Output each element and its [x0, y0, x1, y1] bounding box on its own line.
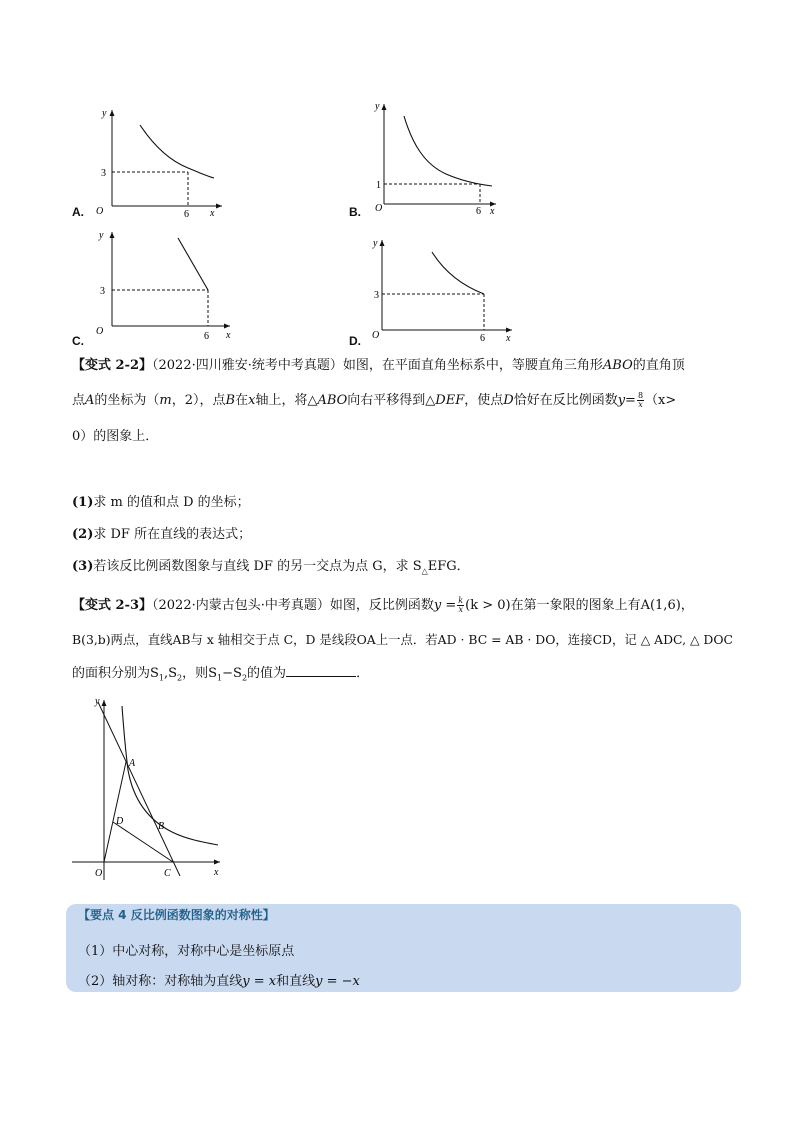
q22-tag: 【变式 2-2】 — [72, 358, 153, 373]
line-ab — [98, 702, 180, 876]
q23-line2: B(3,b)两点，直线AB与 x 轴相交于点 C，D 是线段OA上一点．若AD · BC = AB · DO，连接CD，记 △ ADC, △ DOC — [72, 632, 734, 647]
option-b-label[interactable]: B. — [349, 205, 361, 219]
q22-sub1: (1)求 m 的值和点 D 的坐标； — [72, 495, 250, 510]
x-label: x — [490, 206, 495, 217]
q22-line3: 0）的图象上． — [72, 429, 159, 444]
origin-label: O — [96, 206, 104, 217]
hyperbola — [122, 706, 218, 845]
graph-option-a — [90, 98, 230, 224]
y-tick: 1 — [376, 180, 381, 191]
q23-tag: 【变式 2-3】 — [72, 598, 153, 613]
x-tick: 6 — [184, 209, 189, 220]
fraction-k-over-x: $\frac{k}{x}$ — [458, 596, 464, 614]
y-tick: 3 — [101, 168, 106, 179]
segment — [178, 238, 208, 290]
graph-option-b — [366, 98, 506, 224]
curve — [404, 116, 492, 186]
q23-source: （2022·内蒙古包头·中考真题） — [152, 598, 330, 613]
x-label: x — [214, 867, 219, 878]
y-label: y — [102, 108, 107, 119]
curve — [140, 125, 214, 178]
point-o-label: O — [95, 868, 103, 879]
y-label: y — [373, 238, 378, 249]
segment-oa — [104, 762, 126, 862]
q22-sub3: (3)若该反比例函数图象与直线 DF 的另一交点为点 G，求 $S_\triangle EFG$． — [72, 559, 470, 576]
y-label: y — [375, 101, 380, 112]
keypoint-title: 【要点 4 反比例函数图象的对称性】 — [78, 908, 275, 922]
q22-line2: 点A的坐标为（m，2），点B在x轴上，将△ABO向右平移得到△DEF，使点D恰好在反比例函数y= $\frac{8}{x}$ （x> — [72, 391, 677, 409]
curve — [432, 252, 484, 294]
option-c-label[interactable]: C. — [72, 334, 84, 348]
q23-line1: 【变式 2-3】（2022·内蒙古包头·中考真题）如图，反比例函数y = $\frac{k}{x}$ (k > 0)在第一象限的图象上有A(1,6)， — [72, 596, 694, 614]
x-label: x — [226, 330, 231, 341]
keypoint-item-1: （1）中心对称，对称中心是坐标原点 — [78, 944, 295, 959]
figure-q23 — [68, 694, 228, 888]
option-a-label[interactable]: A. — [72, 205, 84, 219]
origin-label: O — [372, 330, 380, 341]
x-label: x — [506, 333, 511, 344]
x-label: x — [210, 208, 215, 219]
point-c-label: C — [164, 868, 171, 879]
origin-label: O — [375, 203, 383, 214]
y-tick: 3 — [100, 286, 105, 297]
q22-source: （2022·四川雅安·统考中考真题） — [152, 358, 343, 373]
q22-sub2: (2)求 DF 所在直线的表达式； — [72, 527, 252, 542]
keypoint-item-2: （2）轴对称：对称轴为直线y = x和直线y = −x — [78, 974, 360, 989]
graph-option-d — [366, 234, 516, 350]
x-tick: 6 — [480, 333, 485, 344]
y-tick: 3 — [374, 290, 379, 301]
x-tick: 6 — [476, 206, 481, 217]
option-d-label[interactable]: D. — [349, 334, 361, 348]
point-a-label: A — [129, 758, 136, 769]
answer-blank[interactable] — [286, 664, 356, 677]
graph-option-c — [90, 226, 240, 350]
origin-label: O — [96, 326, 104, 337]
x-tick: 6 — [204, 331, 209, 342]
q23-line3: 的面积分别为$S_1,S_2$，则$S_1-S_2$的值为 ． — [72, 666, 370, 683]
point-d-label: D — [116, 816, 124, 827]
point-b-label: B — [158, 821, 165, 832]
y-label: y — [95, 696, 100, 707]
y-label: y — [99, 230, 104, 241]
q22-line1: 【变式 2-2】（2022·四川雅安·统考中考真题）如图，在平面直角坐标系中，等腰直角三角形ABO的直角顶 — [72, 358, 685, 373]
fraction-8-over-x: $\frac{8}{x}$ — [637, 391, 644, 409]
